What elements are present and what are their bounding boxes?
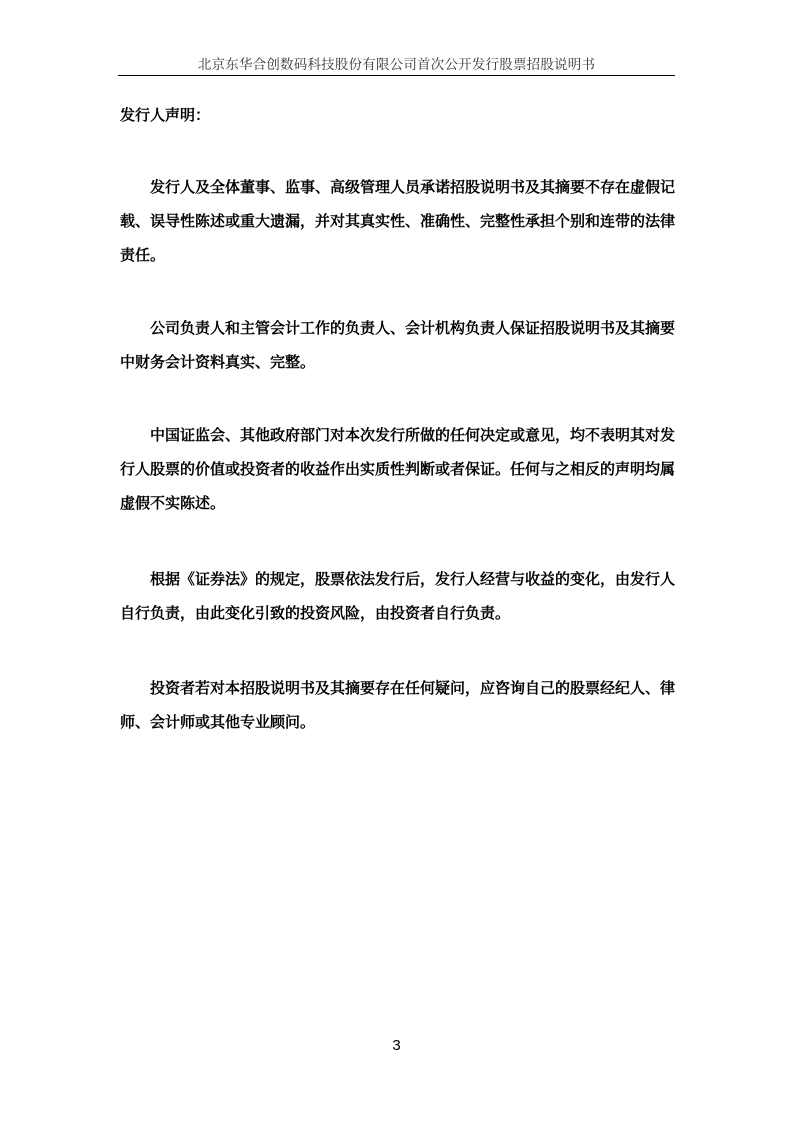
paragraph-financial-accuracy: 公司负责人和主管会计工作的负责人、会计机构负责人保证招股说明书及其摘要中财务会计资料真实、完整。 — [120, 319, 676, 371]
header-divider — [118, 75, 675, 76]
paragraph-liability: 发行人及全体董事、监事、高级管理人员承诺招股说明书及其摘要不存在虚假记载、误导性陈述或重大遗漏，并对其真实性、准确性、完整性承担个别和连带的法律责任。 — [120, 178, 676, 264]
section-title: 发行人声明： — [120, 106, 211, 124]
paragraph-consult-advisors: 投资者若对本招股说明书及其摘要存在任何疑问，应咨询自己的股票经纪人、律师、会计师或其他专业顾问。 — [120, 679, 676, 731]
paragraph-investment-risk: 根据《证券法》的规定，股票依法发行后，发行人经营与收益的变化，由发行人自行负责，由此变化引致的投资风险，由投资者自行负责。 — [120, 570, 676, 622]
page-number: 3 — [392, 1037, 401, 1054]
paragraph-csrc-disclaimer: 中国证监会、其他政府部门对本次发行所做的任何决定或意见，均不表明其对发行人股票的价值或投资者的收益作出实质性判断或者保证。任何与之相反的声明均属虚假不实陈述。 — [120, 426, 676, 512]
running-header: 北京东华合创数码科技股份有限公司首次公开发行股票招股说明书 — [197, 57, 596, 73]
